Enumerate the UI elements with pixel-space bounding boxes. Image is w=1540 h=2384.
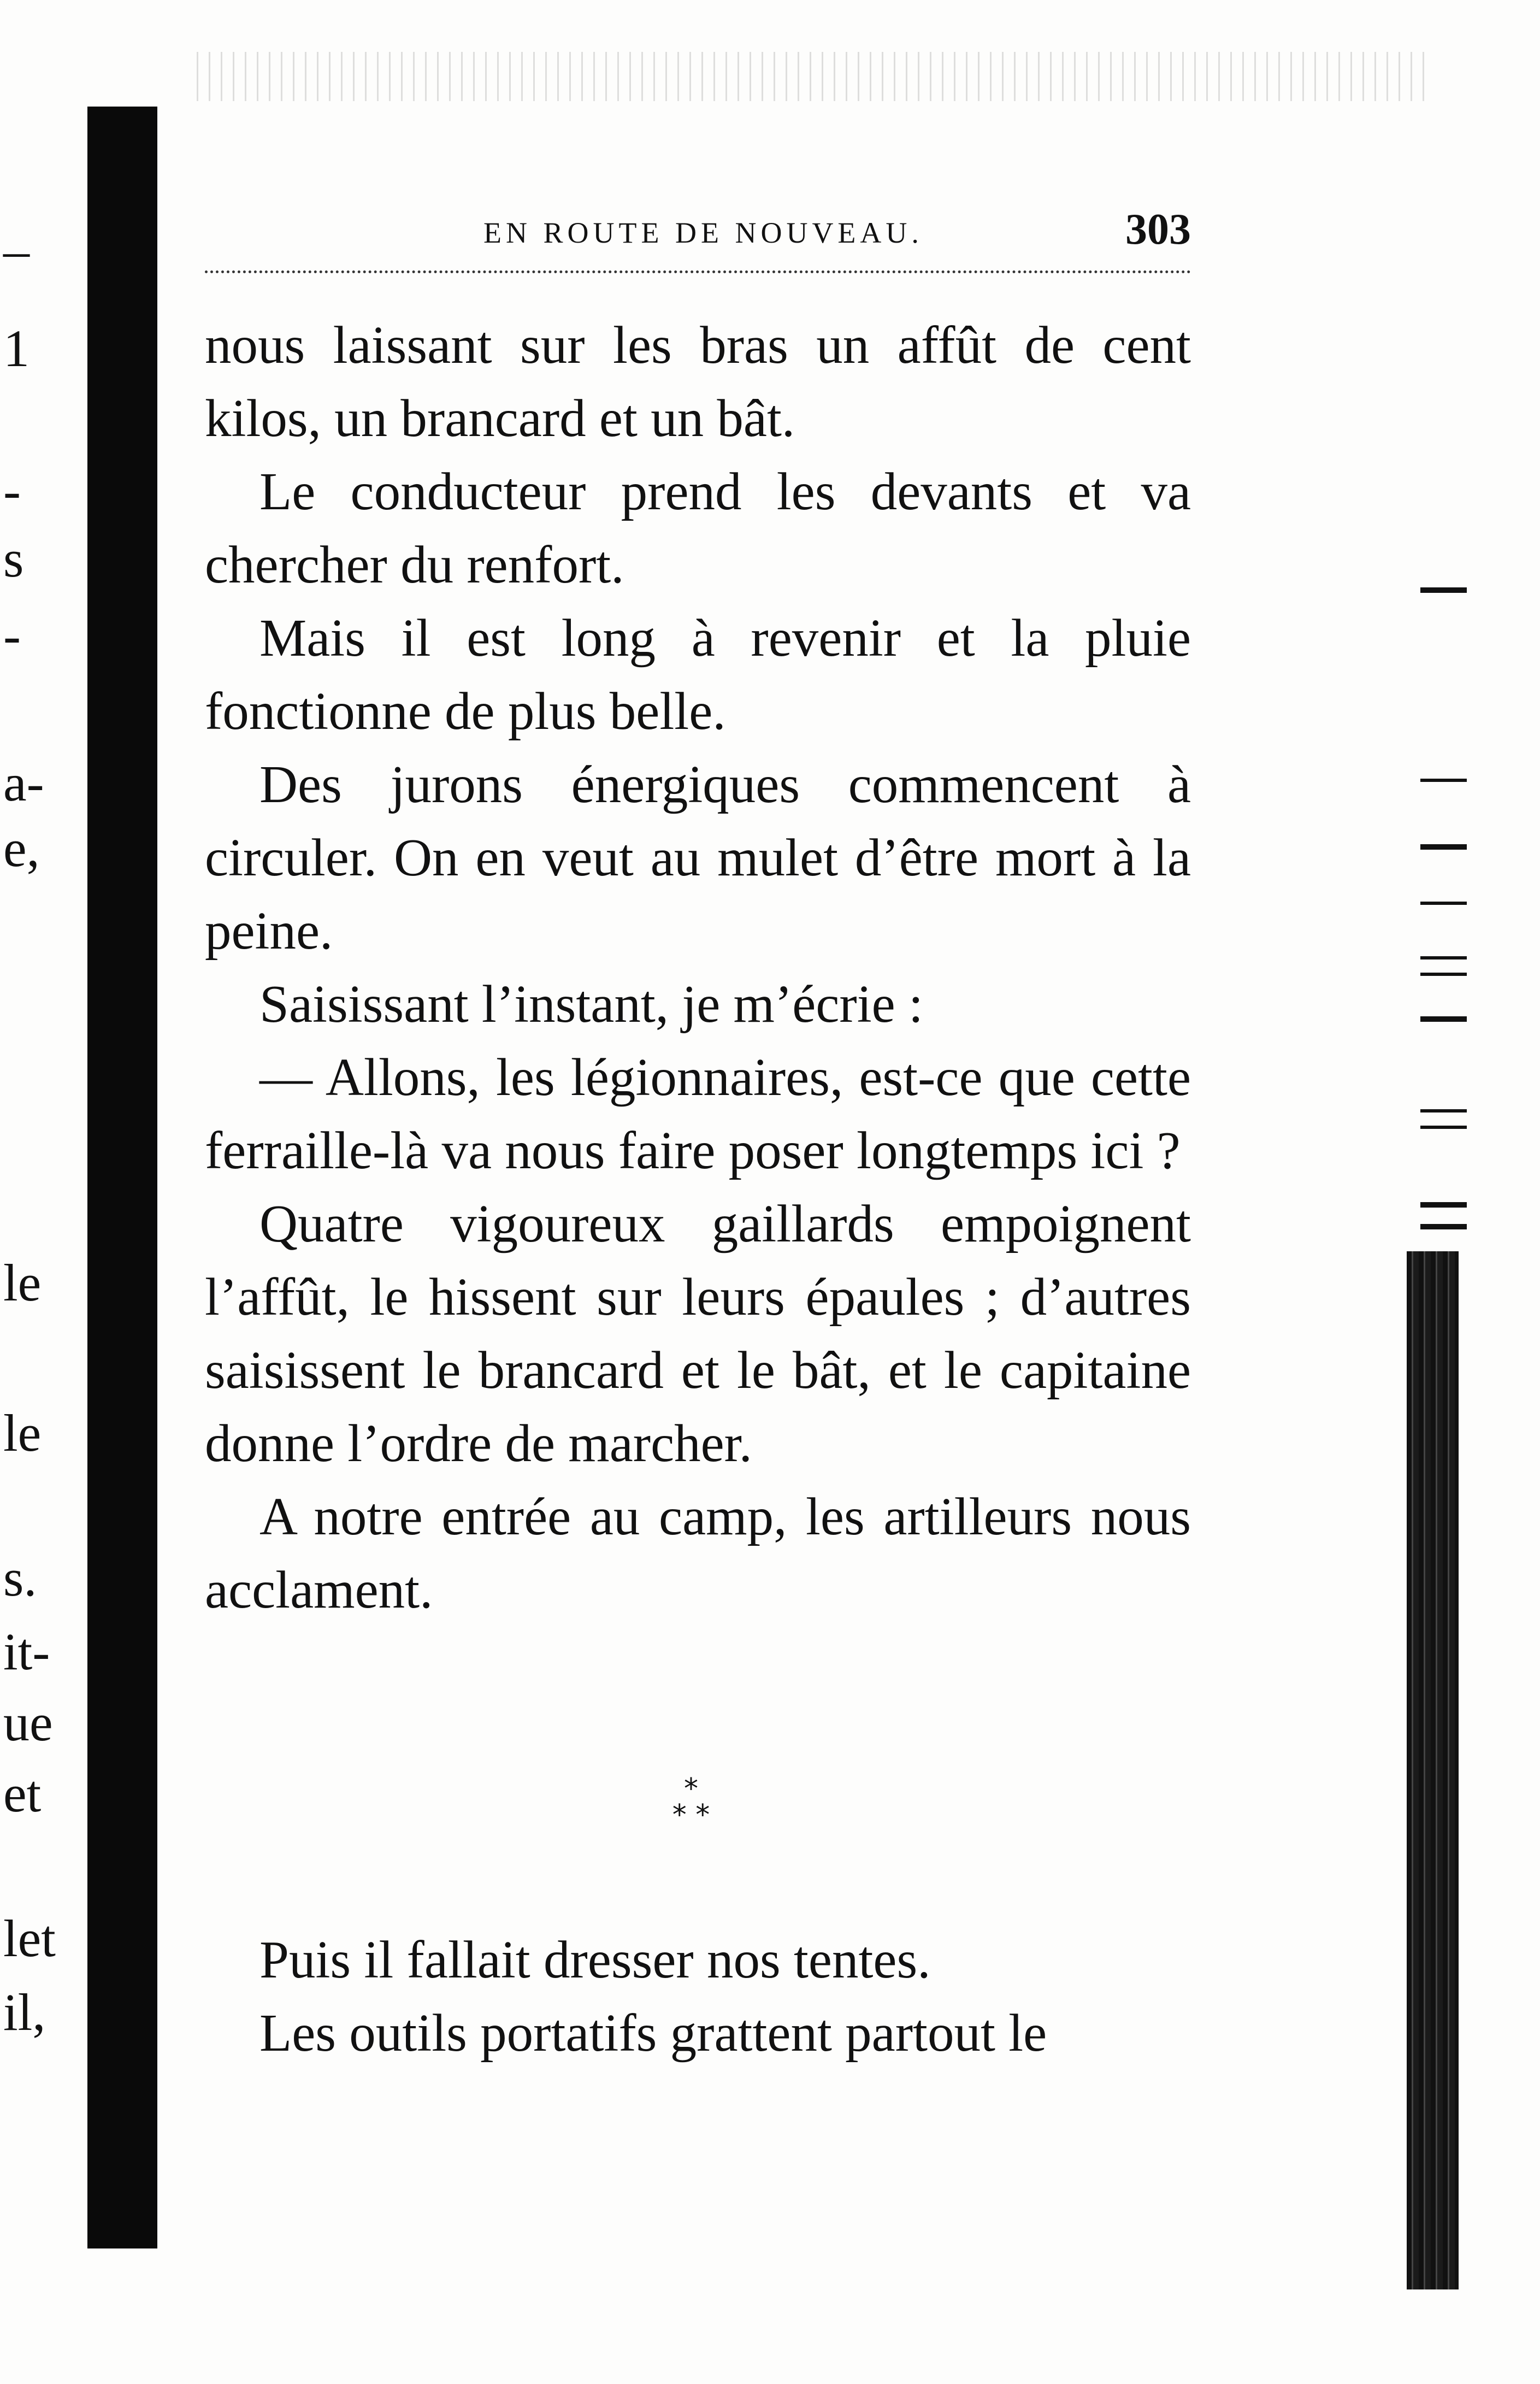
facing-page-fragment: - (3, 461, 21, 520)
section-break-asterism (653, 1773, 729, 1836)
paragraph: Mais il est long à revenir et la pluie fonctionne de plus belle. (205, 609, 1191, 740)
paragraph: Les outils portatifs grattent partout le (259, 2004, 1047, 2062)
facing-page-fragment: e, (3, 819, 40, 878)
facing-page-fragment: it- (3, 1622, 50, 1681)
book-spine-shadow (87, 107, 157, 2248)
body-text-continued (205, 1923, 1191, 2070)
paragraph: A notre entrée au camp, les artilleurs nous acclament. (205, 1487, 1191, 1619)
facing-page-fragment: let (3, 1909, 56, 1968)
facing-page-edge (0, 0, 87, 2384)
paragraph: Saisissant l’instant, je m’écrie : (259, 975, 923, 1033)
facing-page-fragment: ue (3, 1693, 53, 1752)
running-head (205, 199, 1191, 260)
facing-page-fragment: 1 (3, 319, 29, 378)
page-edge-shadow (1407, 1251, 1459, 2289)
page-number: 303 (1125, 205, 1191, 254)
edge-mark (1420, 973, 1467, 976)
paragraph: Puis il fallait dresser nos tentes. (259, 1930, 931, 1989)
header-rule (205, 270, 1191, 273)
facing-page-fragment: s. (3, 1549, 37, 1607)
paragraph: Le conducteur prend les devants et va chercher du renfort. (205, 462, 1191, 594)
running-title: EN ROUTE DE NOUVEAU. (483, 216, 923, 249)
body-text (205, 309, 1191, 1627)
paragraph: Quatre vigoureux gaillards empoignent l’affût, le hissent sur leurs épaules ; d’autres saisissent le brancard et le bât, et le capitaine donne l’ordre de marcher. (205, 1194, 1191, 1473)
asterism-top: * (684, 1773, 698, 1805)
edge-mark (1420, 956, 1467, 960)
facing-page-fragment: a- (3, 754, 44, 812)
paragraph: nous laissant sur les bras un affût de cent kilos, un brancard et un bât. (205, 316, 1191, 448)
paragraph: — Allons, les légionnaires, est-ce que cette ferraille-là va nous faire poser longtemps ici ? (205, 1048, 1191, 1180)
edge-mark (1420, 1224, 1467, 1229)
scan-noise-top (197, 52, 1426, 101)
facing-page-fragment: il, (3, 1983, 46, 2041)
edge-mark (1420, 844, 1467, 850)
asterism-bottom: * * (672, 1799, 710, 1832)
facing-page-fragment: le (3, 1404, 42, 1462)
edge-mark (1420, 1202, 1467, 1208)
edge-mark (1420, 902, 1467, 905)
edge-mark (1420, 1109, 1467, 1112)
facing-page-fragment: le (3, 1253, 42, 1312)
facing-page-fragment: s (3, 529, 24, 588)
facing-page-fragment: - (3, 606, 21, 664)
edge-mark (1420, 587, 1467, 593)
edge-mark (1420, 1126, 1467, 1129)
edge-mark (1420, 1016, 1467, 1022)
paragraph: Des jurons énergiques commencent à circuler. On en veut au mulet d’être mort à la peine. (205, 755, 1191, 960)
edge-mark (1420, 779, 1467, 782)
facing-page-fragment: – (3, 221, 29, 279)
facing-page-fragment: et (3, 1764, 42, 1823)
